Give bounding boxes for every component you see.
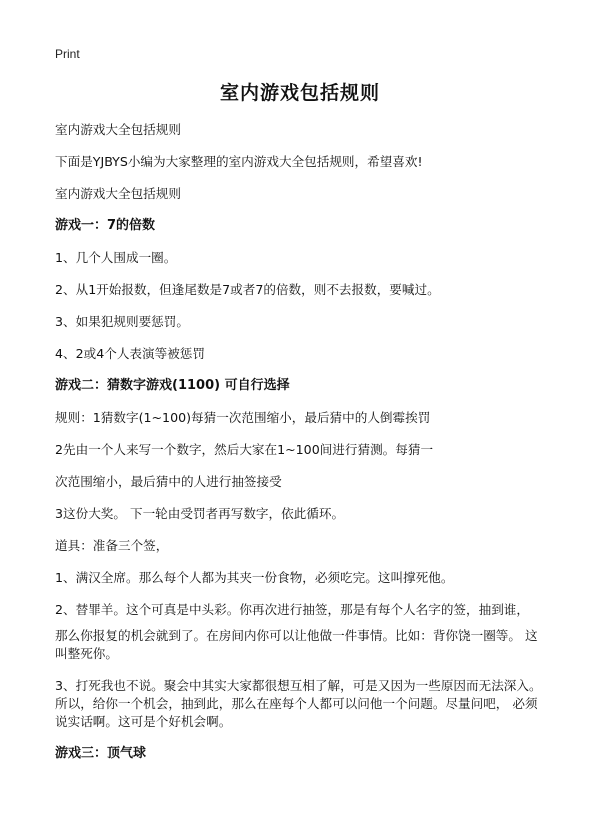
game-one-rule-1: 1、几个人围成一圈。 bbox=[55, 250, 177, 265]
paragraph-intro-3: 室内游戏大全包括规则 bbox=[55, 186, 181, 201]
game-two-rule-2: 2先由一个人来写一个数字，然后大家在1~100间进行猜测。每猜一 bbox=[55, 442, 434, 457]
game-two-rule-1: 规则：1猜数字(1~100)每猜一次范围缩小，最后猜中的人倒霉挨罚 bbox=[55, 410, 431, 425]
document-body bbox=[55, 121, 550, 769]
print-label: Print bbox=[55, 47, 80, 61]
game-two-rule-4: 3这份大奖。 下一轮由受罚者再写数字，依此循环。 bbox=[55, 506, 345, 521]
game-two-rule-3: 次范围缩小，最后猜中的人进行抽签接受 bbox=[55, 474, 282, 489]
game-one-rule-3: 3、如果犯规则要惩罚。 bbox=[55, 314, 189, 329]
document-title: 室内游戏包括规则 bbox=[219, 82, 380, 104]
game-one-rule-2: 2、从1开始报数，但逢尾数是7或者7的倍数，则不去报数，要喊过。 bbox=[55, 282, 440, 297]
game-one-rule-4: 4、2或4个人表演等被惩罚 bbox=[55, 346, 205, 361]
game-three-heading: 游戏三：顶气球 bbox=[55, 746, 147, 761]
paragraph-intro-2: 下面是YJBYS小编为大家整理的室内游戏大全包括规则，希望喜欢! bbox=[55, 154, 423, 169]
game-two-option-1: 1、满汉全席。那么每个人都为其夹一份食物，必须吃完。这叫撑死他。 bbox=[55, 570, 454, 585]
game-two-option-2: 2、替罪羊。这个可真是中头彩。你再次进行抽签，那是有每个人名字的签，抽到谁， bbox=[55, 602, 529, 617]
game-two-props: 道具：准备三个签， bbox=[55, 538, 169, 553]
game-one-heading: 游戏一：7的倍数 bbox=[55, 218, 156, 233]
paragraph-intro-1: 室内游戏大全包括规则 bbox=[55, 122, 181, 137]
game-two-heading: 游戏二：猜数字游戏(1100) 可自行选择 bbox=[55, 378, 290, 393]
game-two-option-2-cont: 那么你报复的机会就到了。在房间内你可以让他做一件事情。比如：背你饶一圈等。 这叫整死你。 bbox=[55, 628, 538, 661]
game-two-option-3: 3、打死我也不说。聚会中其实大家都很想互相了解，可是又因为一些原因而无法深入。 所以，给你一个机会，抽到此，那么在座每个人都可以问他一个问题。尽量问吧， 必须说实话啊。这可是个好机会啊。 bbox=[55, 678, 542, 729]
